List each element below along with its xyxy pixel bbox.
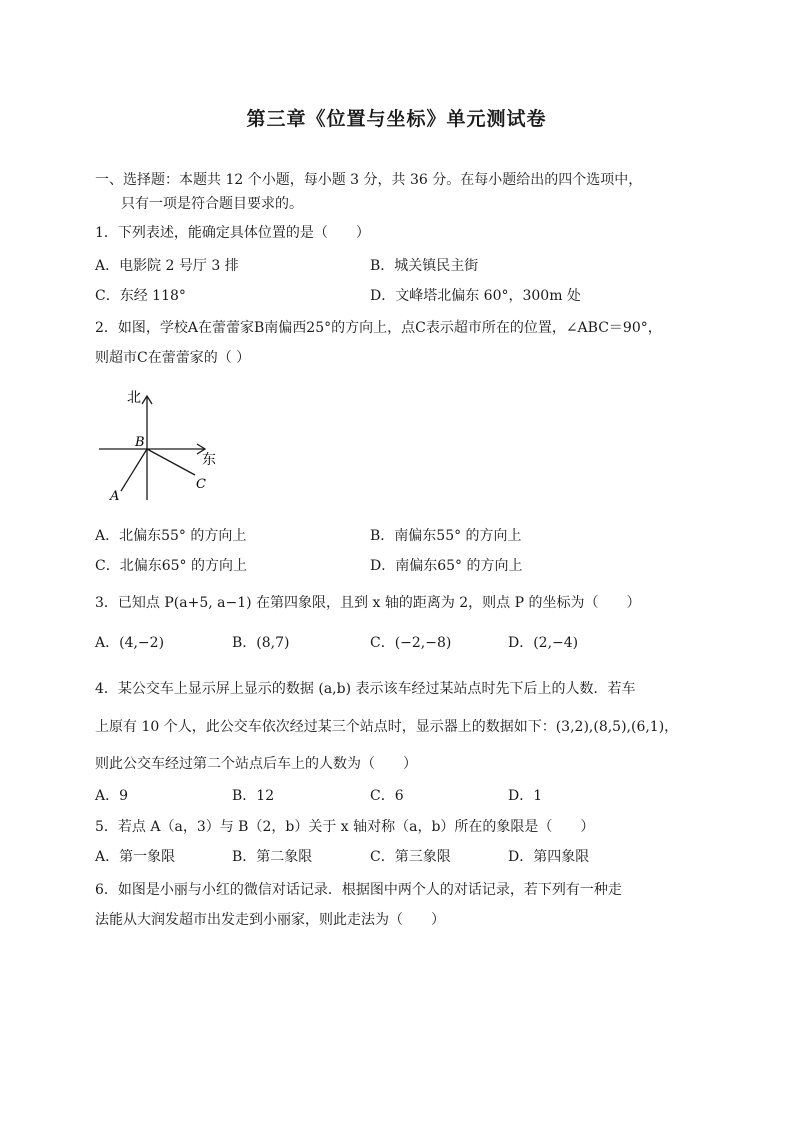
q3-option-d: D．(2,−4) (508, 635, 579, 651)
section-heading-line1: 一、选择题：本题共 12 个小题，每小题 3 分，共 36 分。在每小题给出的四个选项中， (95, 172, 643, 188)
q2-option-c: C．北偏东65° 的方向上 (95, 558, 247, 574)
q6-stem-line2: 法能从大润发超市出发走到小丽家，则此走法为（ ） (95, 912, 445, 928)
q6-stem-line1: 6．如图是小丽与小红的微信对话记录．根据图中两个人的对话记录，若下列有一种走 (95, 882, 622, 898)
page-title: 第三章《位置与坐标》单元测试卷 (246, 108, 547, 130)
line-bc (147, 449, 195, 475)
q5-stem: 5．若点 A（a，3）与 B（2，b）关于 x 轴对称（a，b）所在的象限是（ ） (95, 819, 595, 835)
q4-option-c: C．6 (370, 788, 404, 804)
q4-stem-line3: 则此公交车经过第二个站点后车上的人数为（ ） (95, 756, 417, 772)
q2-stem-line1: 2．如图，学校A在蕾蕾家B南偏西25°的方向上，点C表示超市所在的位置，∠ABC＝90°， (95, 320, 662, 336)
q4-option-b: B．12 (232, 788, 275, 804)
q1-option-a: A．电影院 2 号厅 3 排 (95, 258, 239, 274)
q2-option-b: B．南偏东55° 的方向上 (370, 528, 522, 544)
q3-option-a: A．(4,−2) (95, 635, 165, 651)
east-label: 东 (202, 452, 216, 468)
q3-option-c: C．(−2,−8) (370, 635, 452, 651)
q4-stem-line2: 上原有 10 个人，此公交车依次经过某三个站点时，显示器上的数据如下：(3,2),(8,5),(6,1)， (95, 719, 679, 735)
q3-stem: 3．已知点 P(a+5, a−1) 在第四象限，且到 x 轴的距离为 2，则点 P 的坐标为（ ） (95, 595, 641, 611)
q5-option-d: D．第四象限 (508, 849, 590, 865)
north-label: 北 (127, 390, 141, 406)
line-ba (121, 449, 147, 491)
q3-option-b: B．(8,7) (232, 635, 290, 651)
q2-option-d: D．南偏东65° 的方向上 (370, 558, 523, 574)
q4-stem-line1: 4．某公交车上显示屏上显示的数据 (a,b) 表示该车经过某站点时先下后上的人数．若车 (95, 681, 636, 697)
point-c-label: C (196, 477, 206, 492)
q5-option-b: B．第二象限 (232, 849, 313, 865)
q2-stem-line2: 则超市C在蕾蕾家的（ ） (95, 350, 251, 366)
section-heading-line2: 只有一项是符合题目要求的。 (121, 196, 303, 212)
q5-option-a: A．第一象限 (95, 849, 176, 865)
q1-stem: 1．下列表述，能确定具体位置的是（ ） (95, 225, 370, 241)
point-b-label: B (135, 435, 145, 450)
q4-option-a: A．9 (95, 788, 129, 804)
q1-option-d: D．文峰塔北偏东 60°，300m 处 (370, 288, 581, 304)
q5-option-c: C．第三象限 (370, 849, 451, 865)
q2-option-a: A．北偏东55° 的方向上 (95, 528, 247, 544)
q1-option-b: B．城关镇民主街 (370, 258, 479, 274)
q4-option-d: D．1 (508, 788, 543, 804)
point-a-label: A (110, 489, 120, 504)
q1-option-c: C．东经 118° (95, 288, 186, 304)
q2-compass-figure (95, 386, 235, 506)
